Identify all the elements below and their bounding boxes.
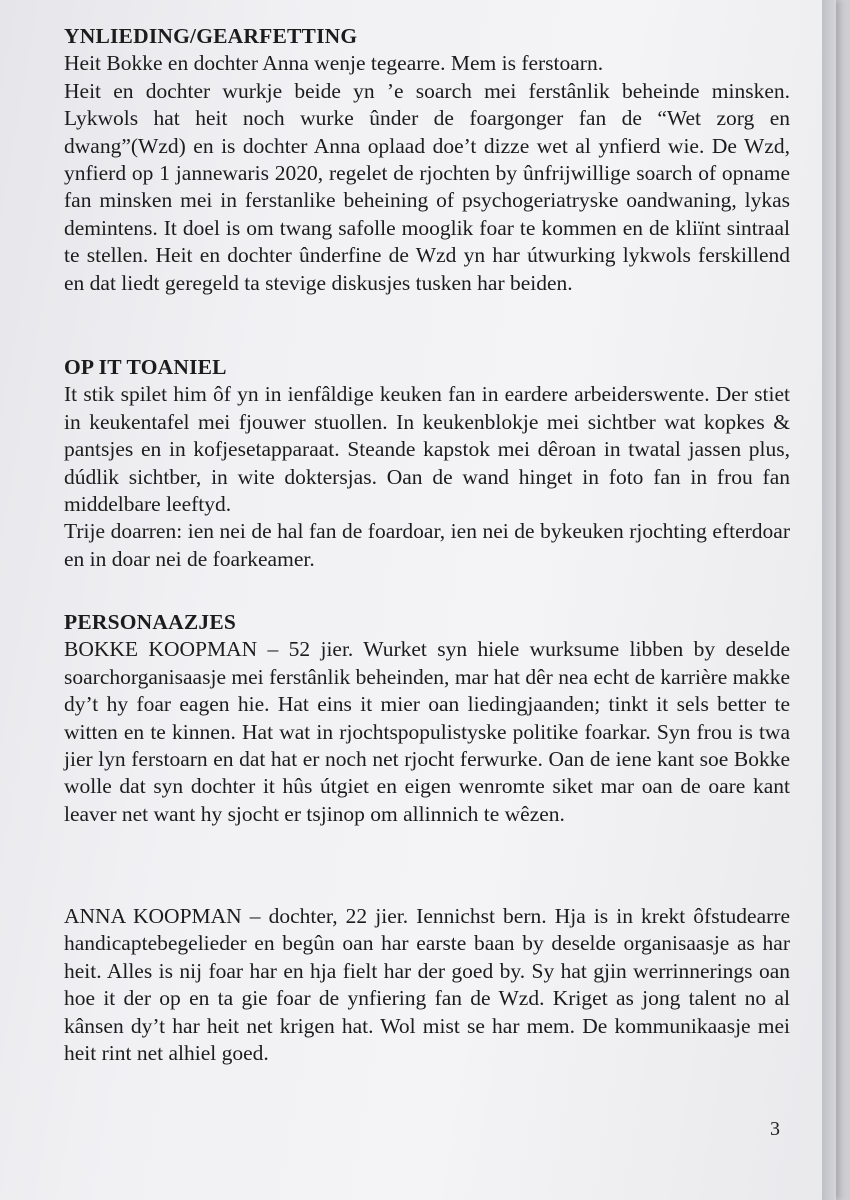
page-number: 3 <box>770 1118 780 1140</box>
characters-heading: PERSONAAZJES <box>64 610 237 634</box>
stage-paragraph: It stik spilet him ôf yn in ienfâldige keuken fan in eardere arbeiderswente. Der stiet in keukentafel mei fjouwer stuollen. In keukenblokje mei sichtber wat kopkes & pantsjes en in kofjesetapparaat. Steande kapstok mei dêroan in twatal jassen plus, dúdlik sichtber, in wite doktersjas. Oan de wand hinget in foto fan in frou fan middelbare leeftyd. <box>64 382 790 517</box>
character-bokke: BOKKE KOOPMAN – 52 jier. Wurket syn hiele wurksume libben by deselde soarchorganisaasje mei ferstânlik beheinden, mar hat dêr nea echt de karrière makke dy’t hy foar eagen hie. Hat eins it mier oan liedingjaanden; tinkt it sels better te witten en te kinnen. Hat wat in rjochtspopulistyske politike foarkar. Syn frou is twa jier lyn ferstoarn en dat hat er noch net rjocht ferwurke. Oan de iene kant soe Bokke wolle dat syn dochter it hûs útgiet en eigen wenromte siket mar oan de oare kant leaver net want hy sjocht er tsjinop om allinnich te wêzen. <box>64 637 790 826</box>
character-anna: ANNA KOOPMAN – dochter, 22 jier. Iennichst bern. Hja is in krekt ôfstudearre handicaptebegelieder en begûn oan har earste baan by deselde organisaasje as har heit. Alles is nij foar har en hja fielt har der goed by. Sy hat gjin werrinnerings oan hoe it der op en ta gie foar de ynfiering fan de Wzd. Kriget as jong talent no al kânsen dy’t har heit net krigen hat. Wol mist se har mem. De kommunikaasje mei heit rint net alhiel goed. <box>64 904 790 1066</box>
intro-section <box>64 23 790 297</box>
character-anna-section <box>64 903 790 1067</box>
stage-section <box>64 354 790 573</box>
stage-heading: OP IT TOANIEL <box>64 355 227 379</box>
intro-paragraph: Heit en dochter wurkje beide yn ’e soarch mei ferstânlik beheinde minsken. Lykwols hat heit noch wurke ûnder de foargonger fan de “Wet zorg en dwang”(Wzd) en is dochter Anna oplaad doe’t dizze wet al ynfierd wie. De Wzd, ynfierd op 1 jannewaris 2020, regelet de rjochten by ûnfrijwillige soarch of opname fan minsken mei in ferstanlike beheining of psychogeriatryske oandwaning, lykas demintens. It doel is om twang safolle mooglik foar te kommen en de kliïnt sintraal te stellen. Heit en dochter ûnderfine de Wzd yn har útwurking lykwols ferskillend en dat liedt geregeld ta stevige diskusjes tusken har beiden. <box>64 78 790 295</box>
characters-section <box>64 609 790 828</box>
intro-heading: YNLIEDING/GEARFETTING <box>64 24 358 48</box>
page-edge <box>822 0 836 1200</box>
stage-doors-paragraph: Trije doarren: ien nei de hal fan de foardoar, ien nei de bykeuken rjochting efterdoar en in doar nei de foarkeamer. <box>64 519 790 571</box>
intro-line-1: Heit Bokke en dochter Anna wenje tegearre. Mem is ferstoarn. <box>64 51 604 76</box>
